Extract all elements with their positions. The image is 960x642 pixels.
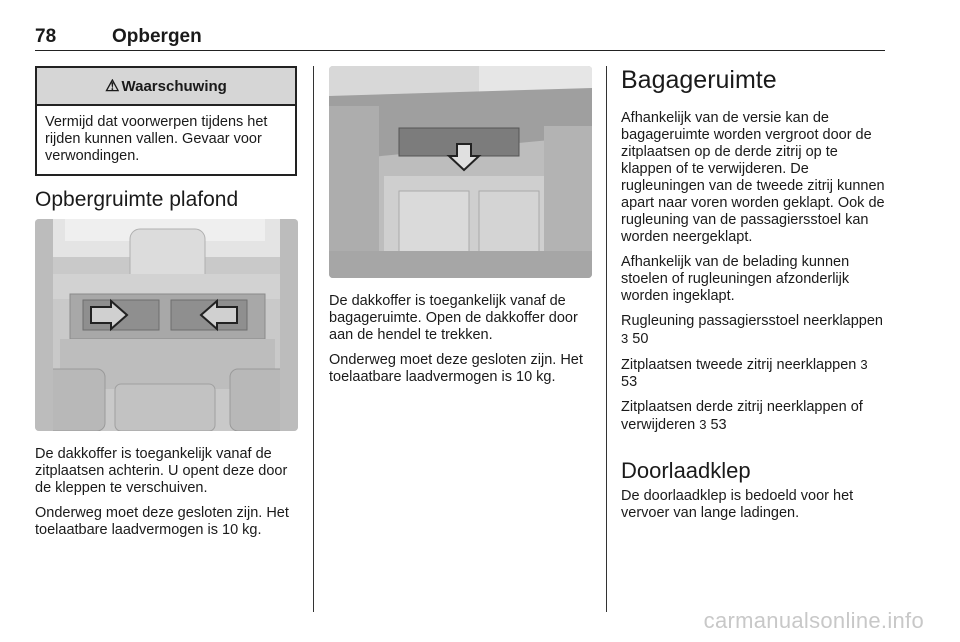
- column-divider-1: [313, 66, 314, 612]
- paragraph: De dakkoffer is toegankelijk vanaf de bagageruimte. Open de dakkoffer door aan de hendel te trekken.: [329, 293, 578, 343]
- cross-reference[interactable]: Rugleuning passagiersstoel neerklappen 3 50: [621, 313, 883, 347]
- section-heading-pass-through: Doorlaadklep: [621, 458, 751, 483]
- cross-reference[interactable]: Zitplaatsen derde zitrij neerklappen of verwijderen 3 53: [621, 399, 863, 433]
- reference-page: 53: [621, 374, 638, 390]
- roof-storage-illustration: [35, 219, 298, 431]
- paragraph: Onderweg moet deze gesloten zijn. Het toelaatbare laadvermogen is 10 kg.: [35, 505, 289, 538]
- warning-header: [37, 68, 295, 106]
- reference-arrow-icon: 3: [621, 331, 629, 346]
- paragraph: Afhankelijk van de versie kan de bagageruimte worden vergroot door de zitplaatsen op de derde zitrij op te klappen of te verwijderen. De rugleuningen van de tweede zitrij kunnen apart naar voren worden geklapt. Ook de rugleuning van de passagiersstoel kan worden neergeklapt.: [621, 110, 885, 245]
- section-heading-roof-storage: Opbergruimte plafond: [35, 188, 239, 211]
- tailgate-storage-illustration: [329, 66, 592, 278]
- pass-through-text: [621, 488, 887, 530]
- reference-page: 53: [710, 417, 727, 433]
- paragraph: Onderweg moet deze gesloten zijn. Het toelaatbare laadvermogen is 10 kg.: [329, 352, 583, 385]
- paragraph: Afhankelijk van de belading kunnen stoelen of rugleuningen afzonderlijk worden ingeklapt.: [621, 254, 850, 304]
- warning-title: Waarschuwing: [121, 77, 227, 95]
- warning-text: Vermijd dat voorwerpen tijdens het rijden kunnen vallen. Gevaar voor verwondingen.: [45, 114, 268, 164]
- warning-box: [35, 66, 297, 176]
- reference-arrow-icon: 3: [860, 357, 868, 372]
- column-1-text: [35, 446, 300, 547]
- page-number: 78: [35, 26, 57, 47]
- warning-triangle-icon: ⚠: [105, 78, 120, 95]
- chapter-title: Opbergen: [112, 26, 202, 47]
- header-rule: [35, 50, 885, 51]
- reference-arrow-icon: 3: [699, 417, 707, 432]
- paragraph: De dakkoffer is toegankelijk vanaf de zitplaatsen achterin. U opent deze door de kleppen te verschuiven.: [35, 446, 288, 496]
- column-3-text: [621, 110, 887, 442]
- column-2-text: [329, 293, 594, 394]
- column-divider-2: [606, 66, 607, 612]
- watermark: carmanualsonline.info: [703, 608, 924, 633]
- section-heading-luggage: Bagageruimte: [621, 66, 777, 94]
- paragraph: De doorlaadklep is bedoeld voor het vervoer van lange ladingen.: [621, 488, 854, 521]
- cross-reference[interactable]: Zitplaatsen tweede zitrij neerklappen 3 53: [621, 357, 868, 390]
- reference-page: 50: [632, 331, 649, 347]
